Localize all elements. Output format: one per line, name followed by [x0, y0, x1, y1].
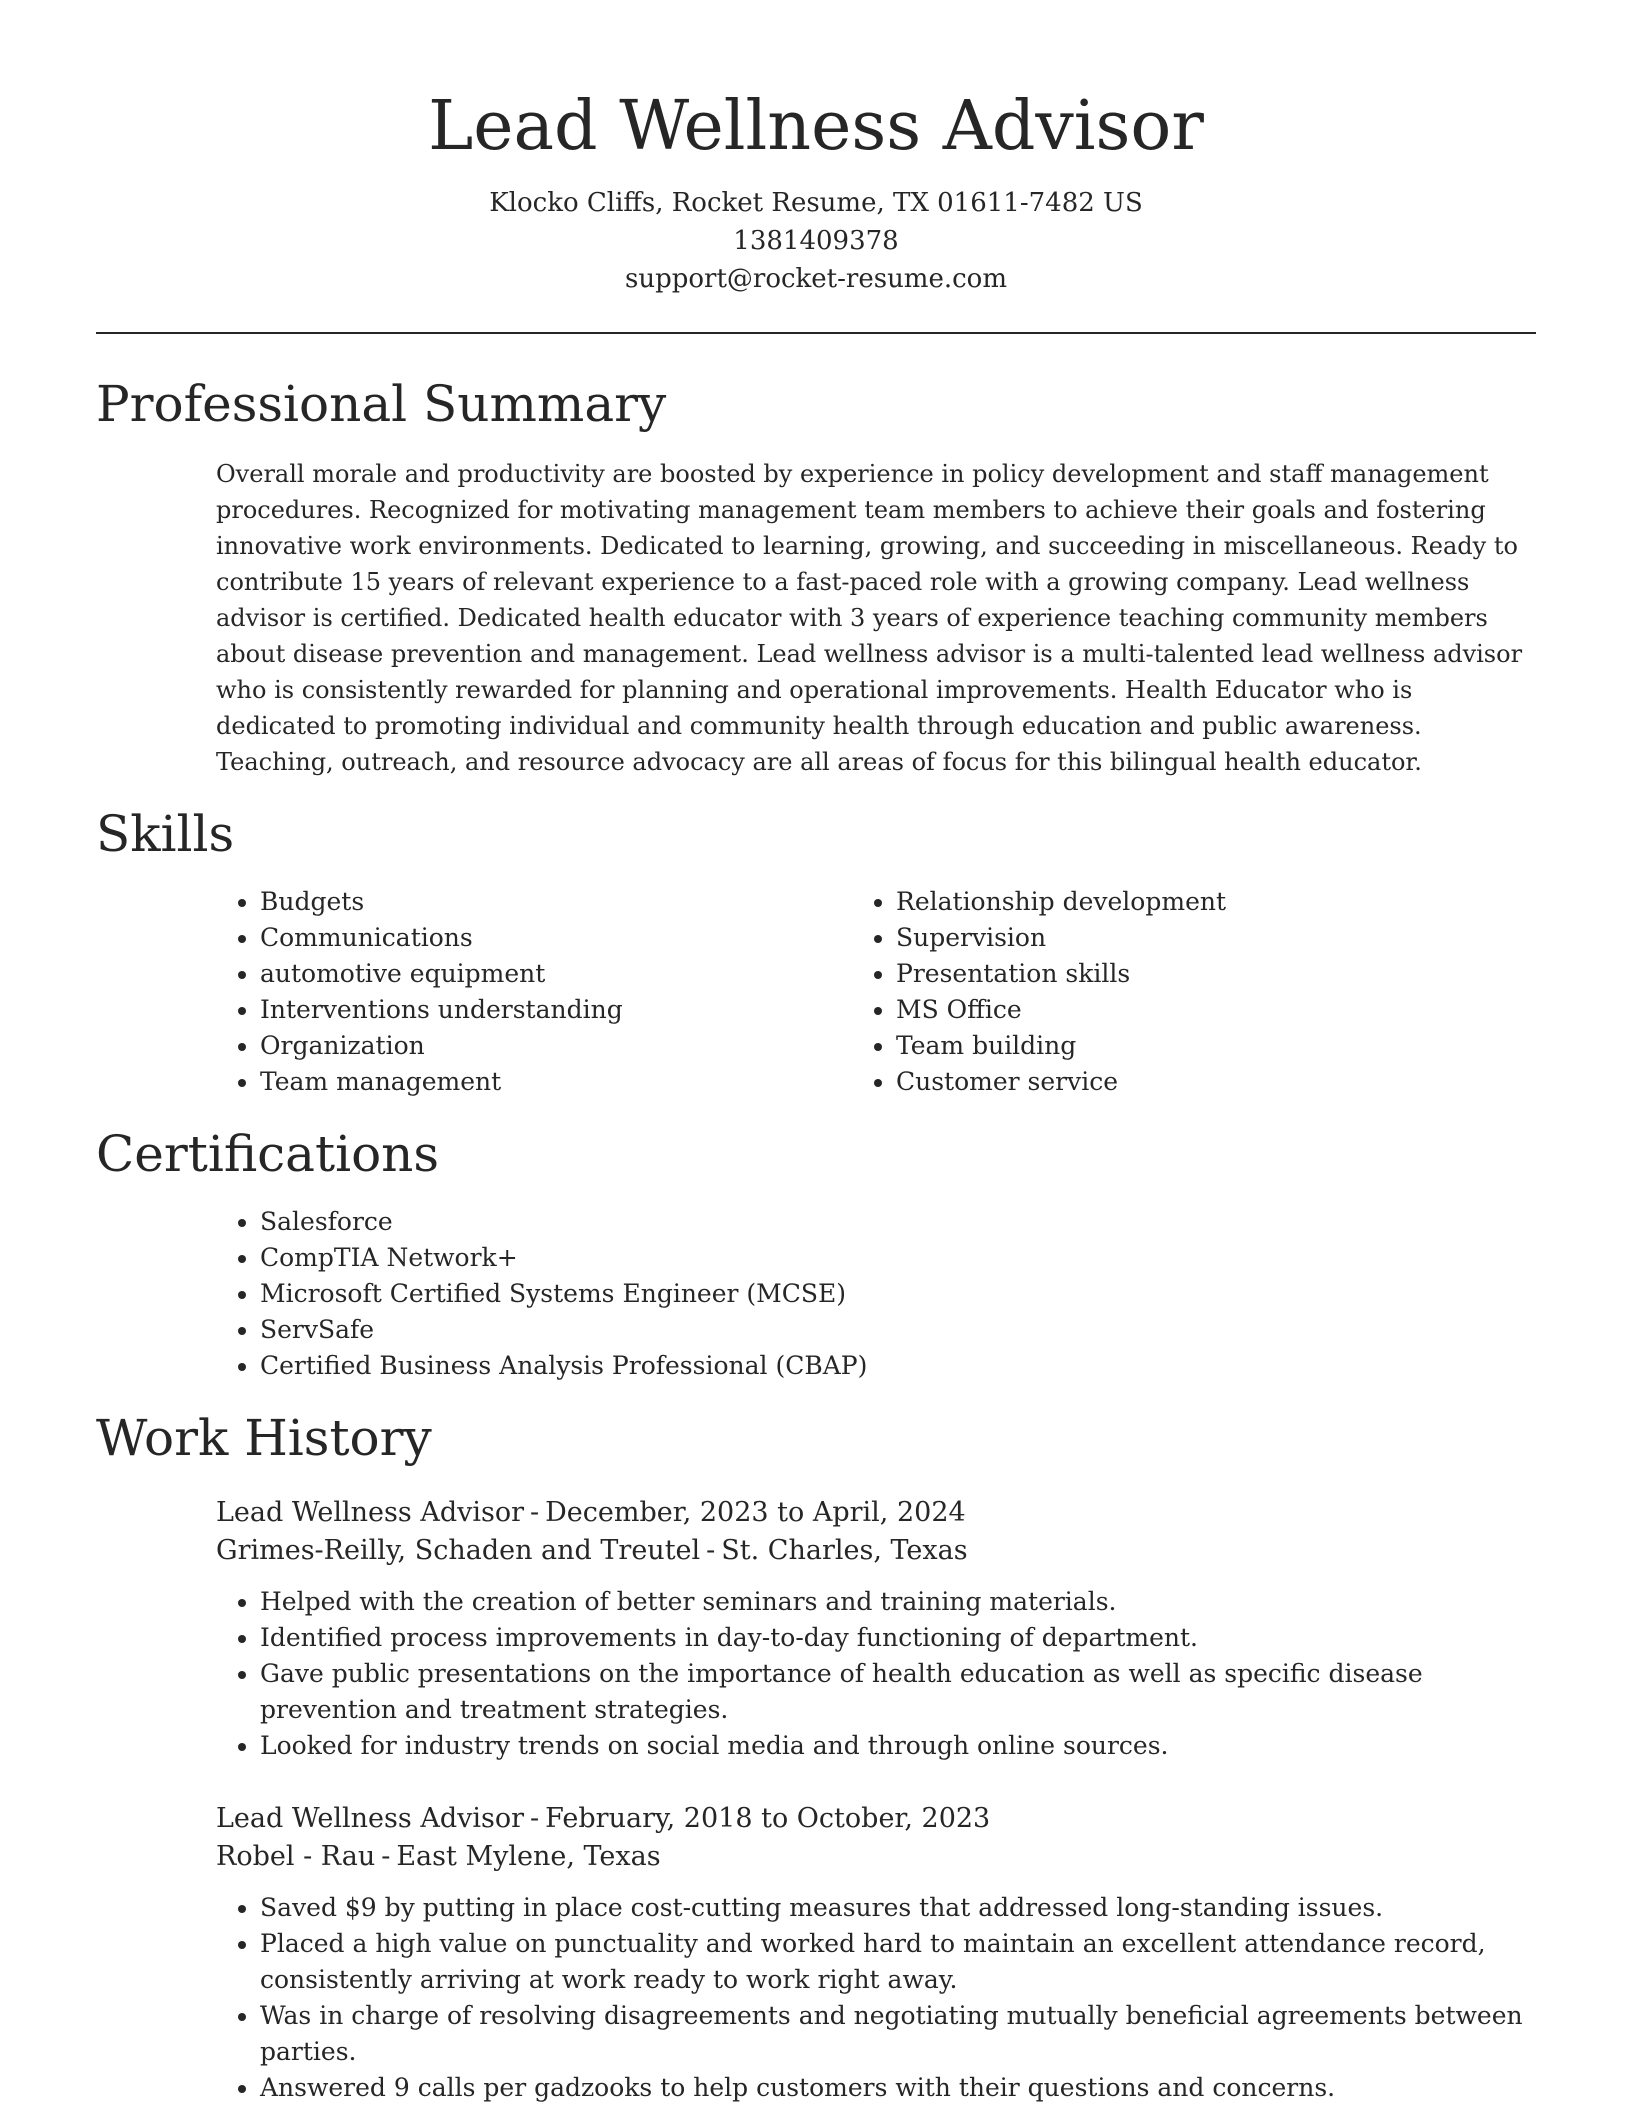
- list-item: • Presentation skills: [896, 956, 1226, 992]
- list-item: • Identified process improvements in day-to-day functioning of department.: [260, 1620, 1536, 1656]
- list-item: • Supervision: [896, 920, 1226, 956]
- skills-section: [96, 804, 1536, 1100]
- job-role: Lead Wellness Advisor: [216, 1803, 525, 1834]
- skills-list-left: [96, 884, 746, 1100]
- job-dates: February, 2018 to October, 2023: [545, 1803, 991, 1834]
- list-item: • CompTIA Network+: [260, 1240, 1536, 1276]
- list-item: • Budgets: [260, 884, 746, 920]
- list-item: • ServSafe: [260, 1312, 1536, 1348]
- list-item: • Placed a high value on punctuality and worked hard to maintain an excellent attendance record, consistently arriving at work ready to work right away.: [260, 1926, 1536, 1998]
- resume-page: [96, 0, 1536, 2106]
- list-item: • Certified Business Analysis Professional (CBAP): [260, 1348, 1536, 1384]
- skills-heading: Skills: [96, 805, 235, 863]
- job-role: Lead Wellness Advisor: [216, 1497, 525, 1528]
- job-duties-list: [96, 1584, 1536, 1764]
- header-divider: [96, 332, 1536, 334]
- job-entry: [96, 1800, 1536, 2106]
- certifications-list: [96, 1204, 1536, 1384]
- list-item: • Team management: [260, 1064, 746, 1100]
- job-company-line: Robel - Rau - East Mylene, Texas: [216, 1841, 661, 1872]
- list-item: • Organization: [260, 1028, 746, 1064]
- resume-header: [96, 0, 1536, 298]
- list-item: • Relationship development: [896, 884, 1226, 920]
- job-location: East Mylene, Texas: [396, 1841, 661, 1872]
- job-entry: [96, 1494, 1536, 1764]
- skills-list-right: [746, 884, 1226, 1100]
- job-title-line: Lead Wellness Advisor - February, 2018 to October, 2023: [216, 1803, 991, 1834]
- list-item: • Was in charge of resolving disagreements and negotiating mutually beneficial agreements between parties.: [260, 1998, 1536, 2070]
- resume-title: Lead Wellness Advisor: [428, 87, 1204, 166]
- work-history-heading: Work History: [96, 1409, 432, 1467]
- job-company: Robel - Rau: [216, 1841, 376, 1872]
- contact-address: Klocko Cliffs, Rocket Resume, TX 01611-7482 US: [489, 188, 1143, 218]
- job-location: St. Charles, Texas: [721, 1535, 968, 1566]
- list-item: • Salesforce: [260, 1204, 1536, 1240]
- list-item: • Gave public presentations on the importance of health education as well as specific disease prevention and treatment strategies.: [260, 1656, 1536, 1728]
- work-history-section: [96, 1408, 1536, 2106]
- job-title-line: Lead Wellness Advisor - December, 2023 to April, 2024: [216, 1497, 966, 1528]
- list-item: • MS Office: [896, 992, 1226, 1028]
- list-item: • Looked for industry trends on social media and through online sources.: [260, 1728, 1536, 1764]
- list-item: • Answered 9 calls per gadzooks to help customers with their questions and concerns.: [260, 2070, 1536, 2106]
- list-item: • Interventions understanding: [260, 992, 746, 1028]
- contact-email: support@rocket-resume.com: [624, 264, 1007, 294]
- job-dates: December, 2023 to April, 2024: [545, 1497, 966, 1528]
- summary-text: Overall morale and productivity are boosted by experience in policy development and staff management procedures. Recognized for motivating management team members to achieve their goals and fostering innovative work environments. Dedicated to learning, growing, and succeeding in miscellaneous. Ready to contribute 15 years of relevant experience to a fast-paced role with a growing company. Lead wellness advisor is certified. Dedicated health educator with 3 years of experience teaching community members about disease prevention and management. Lead wellness advisor is a multi-talented lead wellness advisor who is consistently rewarded for planning and operational improvements. Health Educator who is dedicated to promoting individual and community health through education and public awareness. Teaching, outreach, and resource advocacy are all areas of focus for this bilingual health educator.: [216, 460, 1523, 776]
- summary-heading: Professional Summary: [96, 375, 667, 433]
- list-item: • Team building: [896, 1028, 1226, 1064]
- job-company: Grimes-Reilly, Schaden and Treutel: [216, 1535, 701, 1566]
- list-item: • automotive equipment: [260, 956, 746, 992]
- certifications-heading: Certifications: [96, 1125, 440, 1183]
- job-duties-list: [96, 1890, 1536, 2106]
- contact-phone: 1381409378: [733, 226, 899, 256]
- contact-block: [96, 184, 1536, 298]
- list-item: • Microsoft Certified Systems Engineer (MCSE): [260, 1276, 1536, 1312]
- summary-section: [96, 374, 1536, 780]
- skills-grid: [96, 884, 1536, 1100]
- list-item: • Helped with the creation of better seminars and training materials.: [260, 1584, 1536, 1620]
- list-item: • Saved $9 by putting in place cost-cutting measures that addressed long-standing issues.: [260, 1890, 1536, 1926]
- certifications-section: [96, 1124, 1536, 1384]
- list-item: • Customer service: [896, 1064, 1226, 1100]
- job-company-line: Grimes-Reilly, Schaden and Treutel - St. Charles, Texas: [216, 1535, 968, 1566]
- list-item: • Communications: [260, 920, 746, 956]
